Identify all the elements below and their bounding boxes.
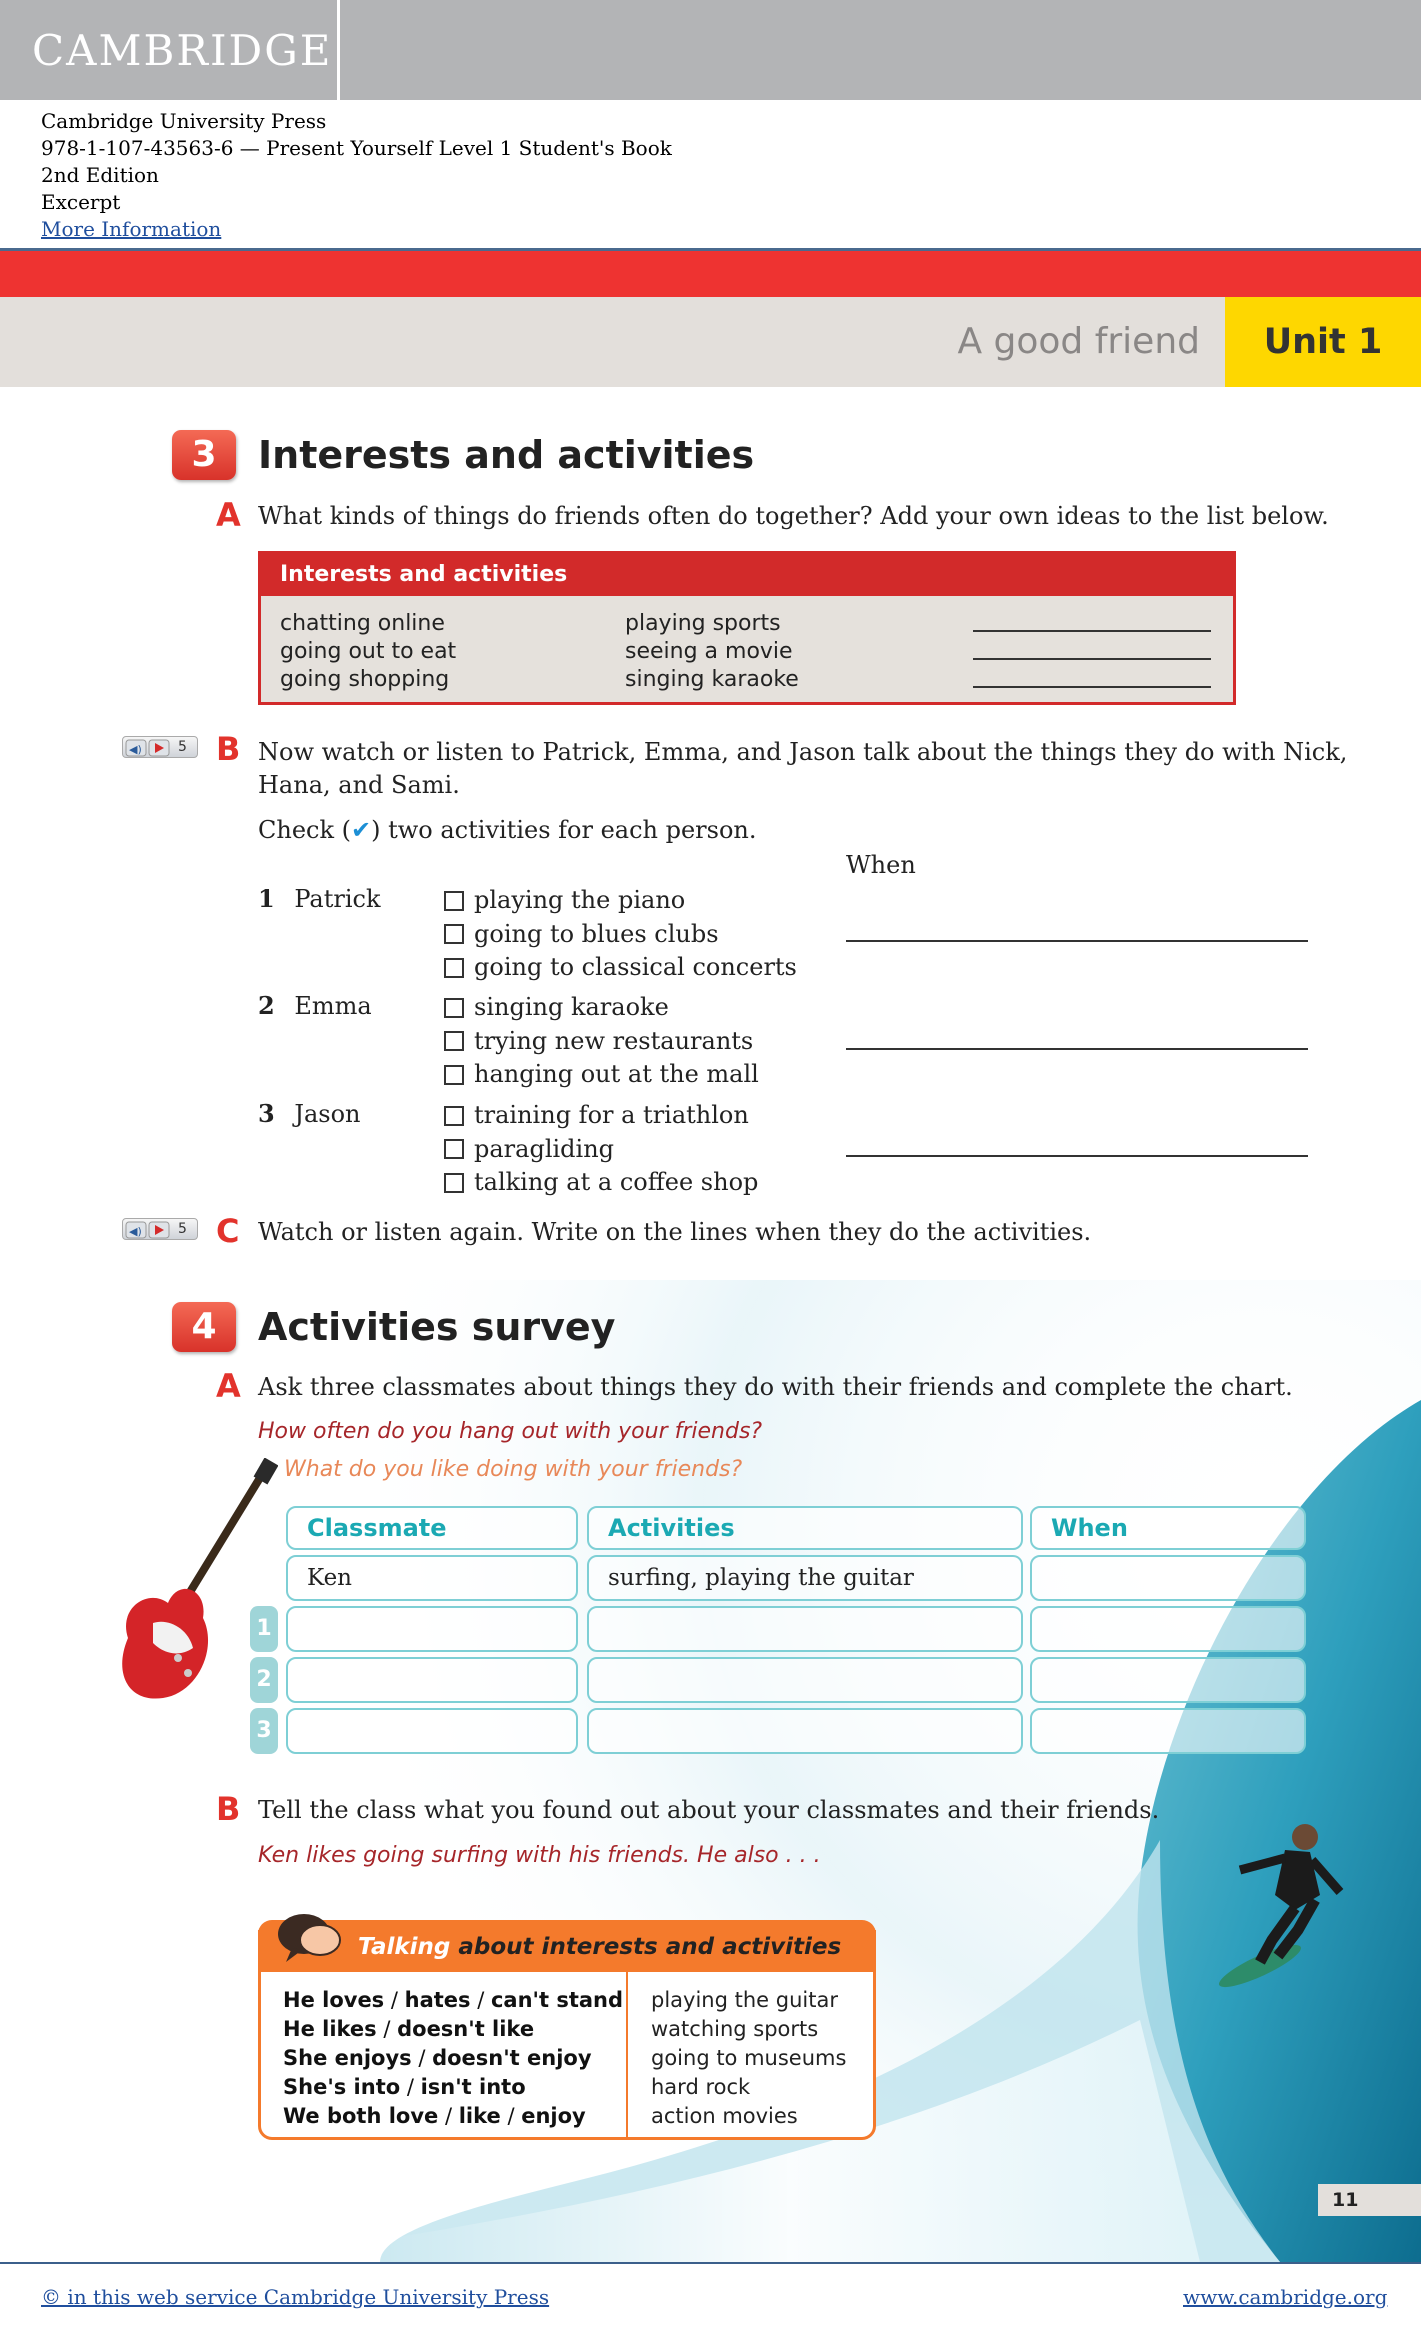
slash: / xyxy=(376,2017,398,2041)
isbn-title: 978-1-107-43563-6 — Present Yourself Level 1 Student's Book xyxy=(41,136,672,160)
checkbox[interactable] xyxy=(444,1065,464,1085)
more-information-link[interactable]: More Information xyxy=(41,217,222,241)
checkbox[interactable] xyxy=(444,1139,464,1159)
header-cell-classmate xyxy=(286,1506,578,1550)
phrase-row xyxy=(283,2073,623,2102)
part-letter-3a: A xyxy=(216,496,241,534)
phrase: enjoy xyxy=(521,2104,586,2128)
page-number: 11 xyxy=(1318,2184,1421,2216)
header-cell-when xyxy=(1030,1506,1306,1550)
phrase: can't stand xyxy=(490,1988,624,2012)
phrase-row xyxy=(283,2102,623,2131)
phrase-row xyxy=(283,2044,623,2073)
speech-bubbles-icon xyxy=(276,1908,346,1964)
table-cell-text: Ken xyxy=(307,1565,352,1591)
cambridge-logo[interactable]: CAMBRIDGE xyxy=(32,26,333,75)
instruction-3b-line2: Hana, and Sami. xyxy=(258,771,460,799)
phrase: like xyxy=(458,2104,501,2128)
check-text-a: Check ( xyxy=(258,816,351,844)
write-in-line[interactable] xyxy=(973,630,1211,632)
phrase: hates xyxy=(404,1988,471,2012)
input-cell-when[interactable] xyxy=(1030,1708,1306,1754)
red-band xyxy=(0,251,1421,297)
phrase: We both love xyxy=(283,2104,439,2128)
answer-line-jason[interactable] xyxy=(846,1155,1308,1157)
write-in-line[interactable] xyxy=(973,658,1211,660)
checkbox[interactable] xyxy=(444,1173,464,1193)
instruction-4b: Tell the class what you found out about your classmates and their friends. xyxy=(258,1796,1160,1824)
option-label: talking at a coffee shop xyxy=(474,1168,759,1196)
table-cell-text: surfing, playing the guitar xyxy=(608,1565,914,1591)
edition: 2nd Edition xyxy=(41,163,159,187)
part-letter-3b: B xyxy=(216,730,241,768)
options-emma xyxy=(444,991,759,1092)
example-cell-activities xyxy=(587,1555,1023,1601)
section-number-4: 4 xyxy=(172,1302,236,1352)
option-label: paragliding xyxy=(474,1134,615,1163)
input-cell-classmate[interactable] xyxy=(286,1606,578,1652)
instruction-3b-line1: Now watch or listen to Patrick, Emma, and Jason talk about the things they do with Nick, xyxy=(258,738,1348,766)
phrase-row xyxy=(283,2015,623,2044)
excerpt-label: Excerpt xyxy=(41,190,121,214)
checkmark-icon: ✔ xyxy=(351,816,372,844)
instruction-3c: Watch or listen again. Write on the lines when they do the activities. xyxy=(258,1218,1092,1246)
answer-line-emma[interactable] xyxy=(846,1048,1308,1050)
footer-rule xyxy=(0,2262,1421,2264)
audio-video-track-button[interactable] xyxy=(122,1218,198,1240)
interests-activities-box xyxy=(258,551,1236,705)
audio-video-icon xyxy=(123,737,199,759)
topic-item: hard rock xyxy=(651,2075,751,2099)
talking-left-col xyxy=(283,1986,623,2131)
option-label: training for a triathlon xyxy=(474,1101,749,1129)
input-cell-when[interactable] xyxy=(1030,1606,1306,1652)
person-row-patrick xyxy=(258,884,381,913)
section-number-3: 3 xyxy=(172,430,236,480)
column-header: Activities xyxy=(608,1514,735,1542)
instruction-3b xyxy=(258,736,1347,802)
option-label: singing karaoke xyxy=(474,993,669,1021)
column-header: Classmate xyxy=(307,1514,447,1542)
input-cell-classmate[interactable] xyxy=(286,1657,578,1703)
options-patrick xyxy=(444,884,797,985)
input-cell-activities[interactable] xyxy=(587,1657,1023,1703)
option-label: trying new restaurants xyxy=(474,1026,754,1055)
topic-item: going to museums xyxy=(651,2046,847,2070)
write-in-line[interactable] xyxy=(973,686,1211,688)
check-instruction xyxy=(258,816,757,844)
publisher-name: Cambridge University Press xyxy=(41,109,327,133)
part-letter-4a: A xyxy=(216,1367,241,1405)
column-header: When xyxy=(1051,1514,1128,1542)
talking-title-b: about interests and activities xyxy=(450,1934,842,1960)
input-cell-classmate[interactable] xyxy=(286,1708,578,1754)
part-letter-3c: C xyxy=(216,1212,240,1250)
example-cell-when xyxy=(1030,1555,1306,1601)
option-label: hanging out at the mall xyxy=(474,1060,759,1088)
slash: / xyxy=(384,1988,405,2012)
input-cell-activities[interactable] xyxy=(587,1606,1023,1652)
person-number: 3 xyxy=(258,1099,275,1128)
topic-item: playing the guitar xyxy=(651,1988,838,2012)
slash: / xyxy=(500,2104,522,2128)
input-cell-when[interactable] xyxy=(1030,1657,1306,1703)
example-question-1: How often do you hang out with your friends? xyxy=(258,1419,763,1444)
banner-divider xyxy=(337,0,340,100)
part-letter-4b: B xyxy=(216,1790,241,1828)
svg-text:◀): ◀) xyxy=(129,743,142,756)
example-sentence: Ken likes going surfing with his friends. He also . . . xyxy=(258,1843,821,1868)
list-item: seeing a movie xyxy=(625,639,793,664)
check-text-b: ) two activities for each person. xyxy=(371,816,757,844)
phrase: She enjoys xyxy=(283,2046,412,2070)
section-title-3: Interests and activities xyxy=(258,433,755,477)
instruction-4a: Ask three classmates about things they do with their friends and complete the chart. xyxy=(258,1373,1293,1401)
book-meta xyxy=(41,108,672,243)
row-number: 3 xyxy=(250,1708,278,1754)
checkbox[interactable] xyxy=(444,1106,464,1126)
row-number: 1 xyxy=(250,1606,278,1652)
talking-title xyxy=(358,1934,841,1960)
person-name: Patrick xyxy=(294,885,381,913)
interests-col-2 xyxy=(625,610,799,694)
audio-video-track-button[interactable] xyxy=(122,736,198,758)
unit-label: Unit 1 xyxy=(1225,297,1421,387)
example-cell-classmate xyxy=(286,1555,578,1601)
row-number: 2 xyxy=(250,1657,278,1703)
copyright-link[interactable]: © in this web service Cambridge University Press xyxy=(41,2285,550,2309)
example-question-2: What do you like doing with your friends? xyxy=(284,1457,743,1482)
list-item: playing sports xyxy=(625,611,781,636)
options-jason xyxy=(444,1099,758,1200)
header-cell-activities xyxy=(587,1506,1023,1550)
person-number: 1 xyxy=(258,884,275,913)
unit-title: A good friend xyxy=(957,321,1200,362)
talking-divider xyxy=(626,1972,628,2140)
audio-video-icon xyxy=(123,1219,199,1241)
checkbox[interactable] xyxy=(444,958,464,978)
option-label: going to classical concerts xyxy=(474,953,797,981)
topic-item: action movies xyxy=(651,2104,798,2128)
phrase-row xyxy=(283,1986,623,2015)
input-cell-activities[interactable] xyxy=(587,1708,1023,1754)
instruction-3a: What kinds of things do friends often do together? Add your own ideas to the list below. xyxy=(258,502,1329,530)
person-name: Jason xyxy=(294,1100,361,1128)
person-row-emma xyxy=(258,991,372,1020)
interests-box-title: Interests and activities xyxy=(261,554,1233,596)
when-header: When xyxy=(846,851,916,879)
person-name: Emma xyxy=(294,992,372,1020)
phrase: She's into xyxy=(283,2075,401,2099)
phrase: He loves xyxy=(283,1988,385,2012)
person-row-jason xyxy=(258,1099,361,1128)
svg-text:◀): ◀) xyxy=(129,1225,142,1238)
phrase: doesn't enjoy xyxy=(432,2046,592,2070)
cambridge-website-link[interactable]: www.cambridge.org xyxy=(1183,2285,1388,2309)
slash: / xyxy=(470,1988,491,2012)
checkbox[interactable] xyxy=(444,924,464,944)
list-item: chatting online xyxy=(280,611,445,636)
phrase: He likes xyxy=(283,2017,377,2041)
checkbox[interactable] xyxy=(444,891,464,911)
track-number: 5 xyxy=(178,739,187,755)
list-item: going out to eat xyxy=(280,639,457,664)
phrase: isn't into xyxy=(420,2075,526,2099)
topic-item: watching sports xyxy=(651,2017,819,2041)
talking-right-col xyxy=(651,1986,846,2131)
checkbox[interactable] xyxy=(444,1031,464,1051)
slash: / xyxy=(400,2075,421,2099)
slash: / xyxy=(411,2046,433,2070)
phrase: doesn't like xyxy=(397,2017,535,2041)
checkbox[interactable] xyxy=(444,998,464,1018)
section-title-4: Activities survey xyxy=(258,1305,616,1349)
interests-col-1 xyxy=(280,610,456,694)
talking-title-a: Talking xyxy=(358,1934,451,1960)
option-label: going to blues clubs xyxy=(474,919,719,948)
list-item: singing karaoke xyxy=(625,667,799,692)
option-label: playing the piano xyxy=(474,886,686,914)
list-item: going shopping xyxy=(280,667,450,692)
track-number: 5 xyxy=(178,1221,187,1237)
answer-line-patrick[interactable] xyxy=(846,940,1308,942)
slash: / xyxy=(438,2104,459,2128)
person-number: 2 xyxy=(258,991,275,1020)
